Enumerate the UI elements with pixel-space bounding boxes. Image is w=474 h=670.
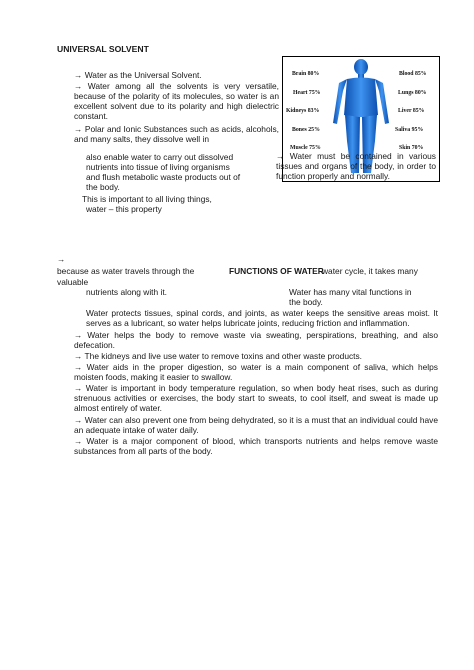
protects-tissues-para: Water protects tissues, spinal cords, and joints, as water keeps the sensitive areas moist. It serves as a lubricant, so water helps lubricate joints, reducing friction and inflammation. (86, 308, 438, 328)
bullet-kidneys-toxins: → The kidneys and live use water to remove toxins and other waste products. (74, 351, 363, 361)
label-muscle: Muscle 75% (290, 145, 321, 151)
functions-title: FUNCTIONS OF WATER (229, 266, 324, 276)
left-para-line-1: also enable water to carry out dissolved (86, 152, 234, 162)
nutrients-text: nutrients along with it. (86, 287, 168, 297)
bullet-versatile-solvent: → Water among all the solvents is very versatile, because of the polarity of its molecules, so water is an excellent solvent due to its polarity and high dielectric constant. (74, 81, 279, 121)
right-para-tissues: → Water must be contained in various tissues and organs of the body, in order to function properly and normally. (276, 151, 436, 181)
left-para-line-3: and flush metabolic waste products out of (86, 172, 241, 182)
vital-functions-line-2: the body. (289, 297, 323, 307)
vital-functions-line-1: Water has many vital functions in (289, 287, 412, 297)
bullet-remove-waste: → Water helps the body to remove waste via sweating, perspirations, breathing, and also defecation. (74, 330, 438, 350)
label-blood: Blood 85% (399, 71, 427, 77)
bullet-polar-ionic: → Polar and Ionic Substances such as acids, alcohols, and many salts, they dissolve well in (74, 124, 279, 144)
valuable-text: valuable (57, 277, 89, 287)
left-extra-line-2: water – this property (86, 204, 162, 214)
left-para-line-4: the body. (86, 182, 120, 192)
label-heart: Heart 75% (293, 90, 321, 96)
left-para-line-2: nutrients into tissue of living organisms (86, 162, 230, 172)
label-saliva: Saliva 95% (395, 127, 424, 133)
water-cycle-tail: water cycle, it takes many (322, 266, 418, 276)
label-brain: Brain 80% (292, 71, 320, 77)
label-liver: Liver 85% (398, 108, 425, 114)
label-bones: Bones 25% (292, 127, 320, 133)
bullet-dehydration: → Water can also prevent one from being dehydrated, so it is a must that an individual could have an adequate intake of water daily. (74, 415, 438, 435)
bullet-blood-component: → Water is a major component of blood, which transports nutrients and helps remove waste substances from all parts of the body. (74, 436, 438, 456)
water-cycle-lead: because as water travels through the (57, 266, 195, 276)
left-extra-line-1: This is important to all living things, (82, 194, 212, 204)
label-skin: Skin 70% (399, 145, 424, 151)
bullet-digestion: → Water aids in the proper digestion, so water is a main component of saliva, which helps moisten foods, making it easier to swallow. (74, 362, 438, 382)
stray-arrow: → (57, 254, 66, 264)
page-title: UNIVERSAL SOLVENT (57, 44, 149, 54)
bullet-universal-solvent: → Water as the Universal Solvent. (74, 70, 202, 80)
label-kidneys: Kidneys 83% (286, 108, 320, 114)
label-lungs: Lungs 80% (398, 90, 427, 96)
bullet-temperature: → Water is important in body temperature regulation, so when body heat rises, such as during strenuous activities or exercises, the body start to sweats, to cool itself, and sweat is made up almost entirely of water. (74, 383, 438, 413)
